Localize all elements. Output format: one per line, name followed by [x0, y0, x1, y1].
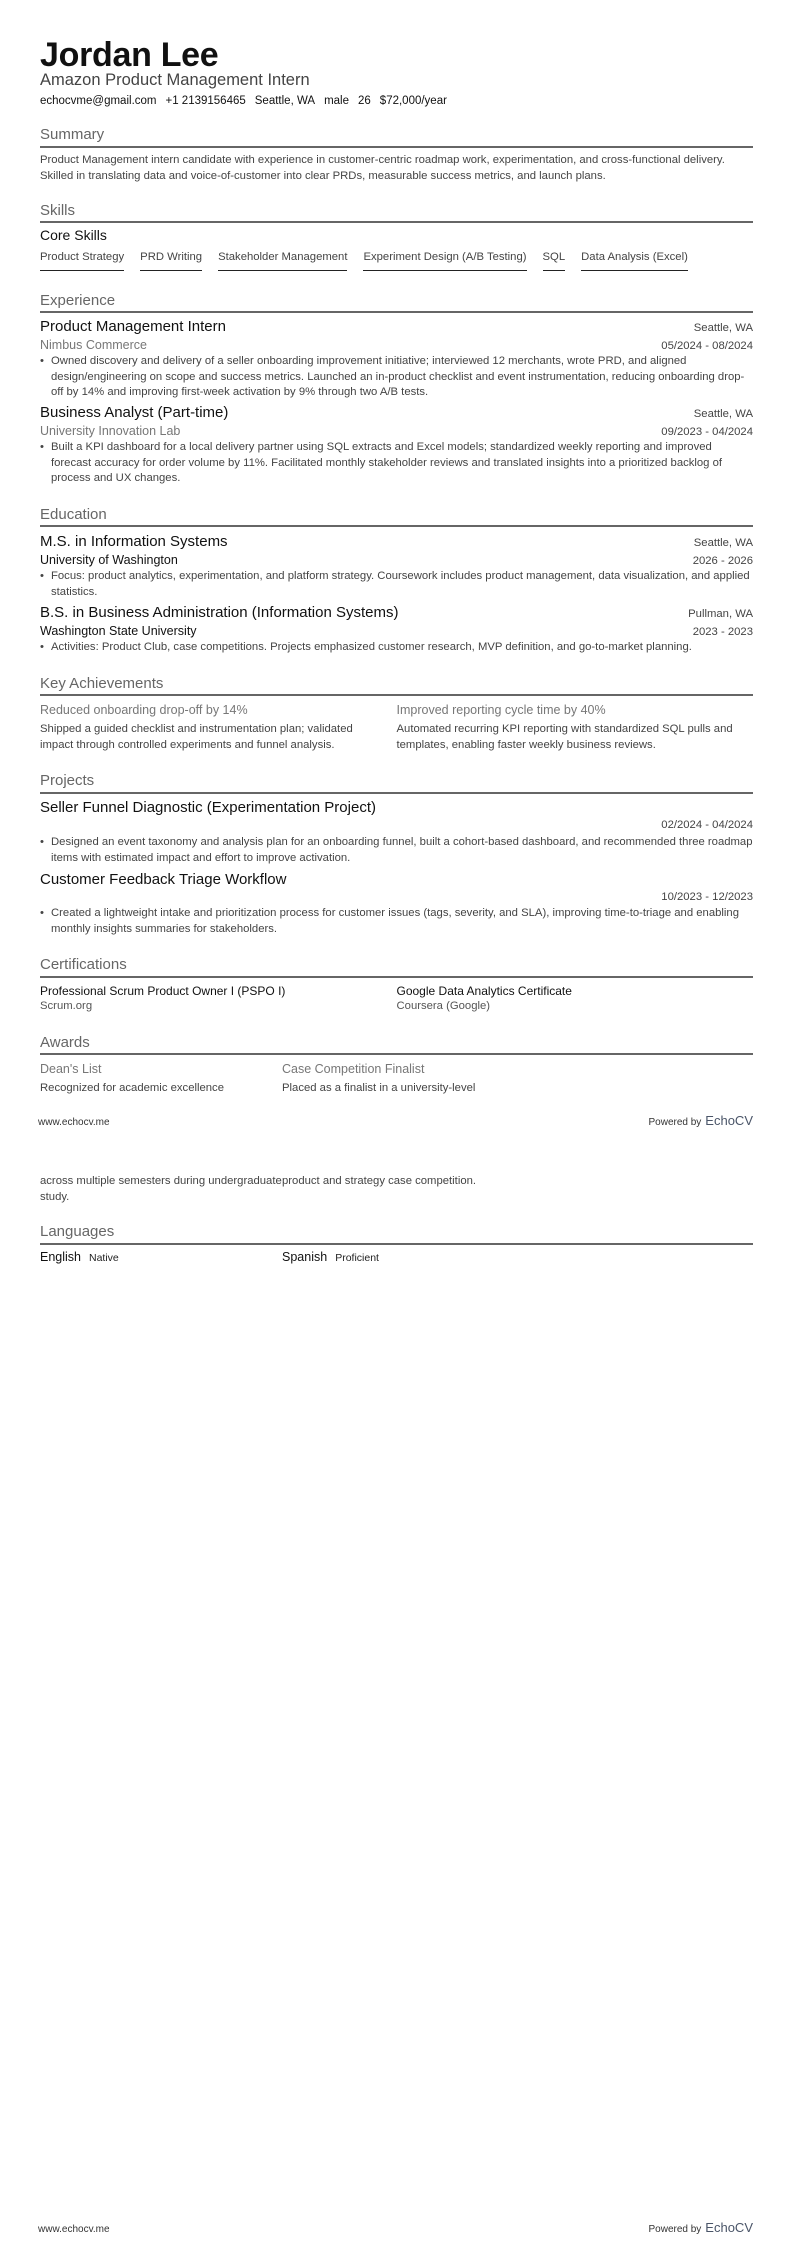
certification-issuer: Coursera (Google) [396, 1000, 491, 1012]
project-bullet: • Designed an event taxonomy and analysis plan for an onboarding funnel, built a cohort-based dashboard, and recommended three roadmap items with estimated impact and effort to improve activation. [40, 835, 753, 866]
education-location: Pullman, WA [688, 608, 753, 620]
certification-title: Google Data Analytics Certificate [396, 984, 572, 998]
project-header [40, 871, 753, 888]
achievement-text: Automated recurring KPI reporting with standardized SQL pulls and templates, enabling faster weekly business reviews. [396, 723, 733, 751]
experience-divider [40, 311, 753, 313]
award-item [282, 1062, 582, 1097]
job-header [40, 404, 753, 421]
project-dates: 10/2023 - 12/2023 [661, 891, 753, 903]
contact-email[interactable]: echocvme@gmail.com [40, 95, 157, 107]
award-text: Placed as a finalist in a university-level [282, 1082, 476, 1094]
achievement-item [40, 703, 397, 753]
language-name: English [40, 1250, 81, 1264]
education-heading: Education [40, 506, 107, 523]
job-dates: 09/2023 - 04/2024 [661, 426, 753, 438]
award-text: Recognized for academic excellence [40, 1082, 224, 1094]
school-name: University of Washington [40, 553, 178, 567]
awards-heading: Awards [40, 1034, 90, 1051]
experience-heading: Experience [40, 292, 116, 309]
skill-tag: Data Analysis (Excel) [581, 251, 688, 271]
certification-item [397, 984, 754, 1012]
contact-info [40, 95, 447, 107]
language-item [282, 1250, 379, 1264]
project-dates-row [40, 891, 753, 903]
education-subheader [40, 624, 753, 638]
certifications-divider [40, 976, 753, 978]
award-title: Dean's List [40, 1062, 102, 1076]
powered-by-label: Powered by [648, 1117, 702, 1128]
languages-heading: Languages [40, 1223, 115, 1240]
target-role: Amazon Product Management Intern [40, 71, 310, 89]
school-name: Washington State University [40, 624, 197, 638]
job-title: Product Management Intern [40, 318, 226, 335]
project-dates: 02/2024 - 04/2024 [661, 819, 753, 831]
award-item [282, 1174, 582, 1205]
degree-title: M.S. in Information Systems [40, 533, 228, 550]
job-header [40, 318, 753, 335]
project-bullets [40, 835, 753, 866]
job-company: University Innovation Lab [40, 424, 181, 438]
award-item [40, 1174, 282, 1205]
project-title: Seller Funnel Diagnostic (Experimentation Project) [40, 799, 376, 816]
job-location: Seattle, WA [693, 408, 753, 420]
education-header [40, 533, 753, 550]
skills-heading: Skills [40, 202, 76, 219]
achievements-heading: Key Achievements [40, 675, 164, 692]
project-dates-row [40, 819, 753, 831]
job-bullet: • Built a KPI dashboard for a local delivery partner using SQL extracts and Excel models; standardized weekly reporting and improved forecast accuracy for order volume by 11%. Facilitated monthly stakeholder reviews and translated insights into a prioritized backlog of process and UX changes. [40, 440, 753, 487]
languages-list [40, 1250, 753, 1264]
contact-phone[interactable]: +1 2139156465 [165, 95, 246, 107]
achievements-divider [40, 694, 753, 696]
language-level: Native [89, 1252, 119, 1264]
skill-tag: Stakeholder Management [218, 251, 347, 271]
job-subheader [40, 424, 753, 438]
brand-logo: EchoCV [705, 2220, 753, 2235]
awards-divider [40, 1053, 753, 1055]
degree-title: B.S. in Business Administration (Information Systems) [40, 604, 399, 621]
job-company: Nimbus Commerce [40, 338, 147, 352]
certifications-list [40, 984, 753, 1012]
summary-divider [40, 146, 753, 148]
project-bullet: • Created a lightweight intake and prioritization process for customer issues (tags, severity, and SLA), improving time-to-triage and enabling monthly insights summaries for stakeholders. [40, 906, 753, 937]
powered-by-label: Powered by [648, 2224, 702, 2235]
education-location: Seattle, WA [693, 537, 753, 549]
contact-location: Seattle, WA [254, 95, 316, 107]
job-subheader [40, 338, 753, 352]
candidate-name: Jordan Lee [40, 36, 219, 74]
achievement-item [397, 703, 754, 753]
skills-group-label: Core Skills [40, 227, 107, 243]
education-bullets [40, 569, 753, 600]
contact-gender: male [324, 95, 349, 107]
job-title: Business Analyst (Part-time) [40, 404, 229, 421]
projects-heading: Projects [40, 772, 95, 789]
contact-salary: $72,000/year [379, 95, 447, 107]
skills-divider [40, 221, 753, 223]
project-bullets [40, 906, 753, 937]
skills-list [40, 251, 688, 271]
achievement-text: Shipped a guided checklist and instrumentation plan; validated impact through controlled experiments and funnel analysis. [40, 723, 353, 751]
footer-website[interactable]: www.echocv.me [38, 1117, 110, 1128]
job-dates: 05/2024 - 08/2024 [661, 340, 753, 352]
skill-tag: PRD Writing [140, 251, 202, 271]
certification-title: Professional Scrum Product Owner I (PSPO I) [40, 984, 286, 998]
certifications-heading: Certifications [40, 956, 127, 973]
job-bullets [40, 440, 753, 487]
project-title: Customer Feedback Triage Workflow [40, 871, 287, 888]
achievement-title: Improved reporting cycle time by 40% [396, 703, 606, 717]
education-bullet: • Focus: product analytics, experimentation, and platform strategy. Coursework includes product management, data visualization, and applied statistics. [40, 569, 753, 600]
awards-list [40, 1062, 753, 1097]
certification-item [40, 984, 397, 1012]
job-bullet: • Owned discovery and delivery of a seller onboarding improvement initiative; interviewed 12 merchants, wrote PRD, and aligned design/engineering on scope and success metrics. Launched an in-product checklist and event instrumentation, reducing onboarding drop-off by 14% and improving first-week activation by 9% through two A/B tests. [40, 354, 753, 401]
languages-divider [40, 1243, 753, 1245]
education-header [40, 604, 753, 621]
education-bullet: • Activities: Product Club, case competitions. Projects emphasized customer research, MVP definition, and go-to-market planning. [40, 640, 753, 656]
footer-website[interactable]: www.echocv.me [38, 2224, 110, 2235]
award-title: Case Competition Finalist [282, 1062, 425, 1076]
education-bullets [40, 640, 753, 656]
footer-powered-by[interactable] [648, 2220, 753, 2235]
education-dates: 2026 - 2026 [692, 555, 753, 567]
education-divider [40, 525, 753, 527]
summary-heading: Summary [40, 126, 105, 143]
brand-logo: EchoCV [705, 1113, 753, 1128]
skill-tag: SQL [543, 251, 566, 271]
job-location: Seattle, WA [693, 322, 753, 334]
skill-tag: Experiment Design (A/B Testing) [363, 251, 526, 271]
projects-divider [40, 792, 753, 794]
project-header [40, 799, 753, 816]
education-subheader [40, 553, 753, 567]
language-level: Proficient [335, 1252, 379, 1264]
education-dates: 2023 - 2023 [692, 626, 753, 638]
certification-issuer: Scrum.org [40, 1000, 93, 1012]
award-text: across multiple semesters during undergraduate study. [40, 1175, 282, 1203]
achievement-title: Reduced onboarding drop-off by 14% [40, 703, 248, 717]
summary-text: Product Management intern candidate with experience in customer-centric roadmap work, experimentation, and cross-functional delivery. Skilled in translating data and voice-of-customer into clear PRDs, measurable success metrics, and launch plans. [40, 154, 725, 182]
skill-tag: Product Strategy [40, 251, 124, 271]
job-bullets [40, 354, 753, 401]
language-name: Spanish [282, 1250, 328, 1264]
achievements-list [40, 703, 753, 753]
award-text: product and strategy case competition. [282, 1175, 477, 1187]
award-item [40, 1062, 282, 1097]
footer-powered-by[interactable] [648, 1113, 753, 1128]
awards-list-continued [40, 1174, 753, 1205]
language-item [40, 1250, 282, 1264]
contact-age: 26 [358, 95, 371, 107]
